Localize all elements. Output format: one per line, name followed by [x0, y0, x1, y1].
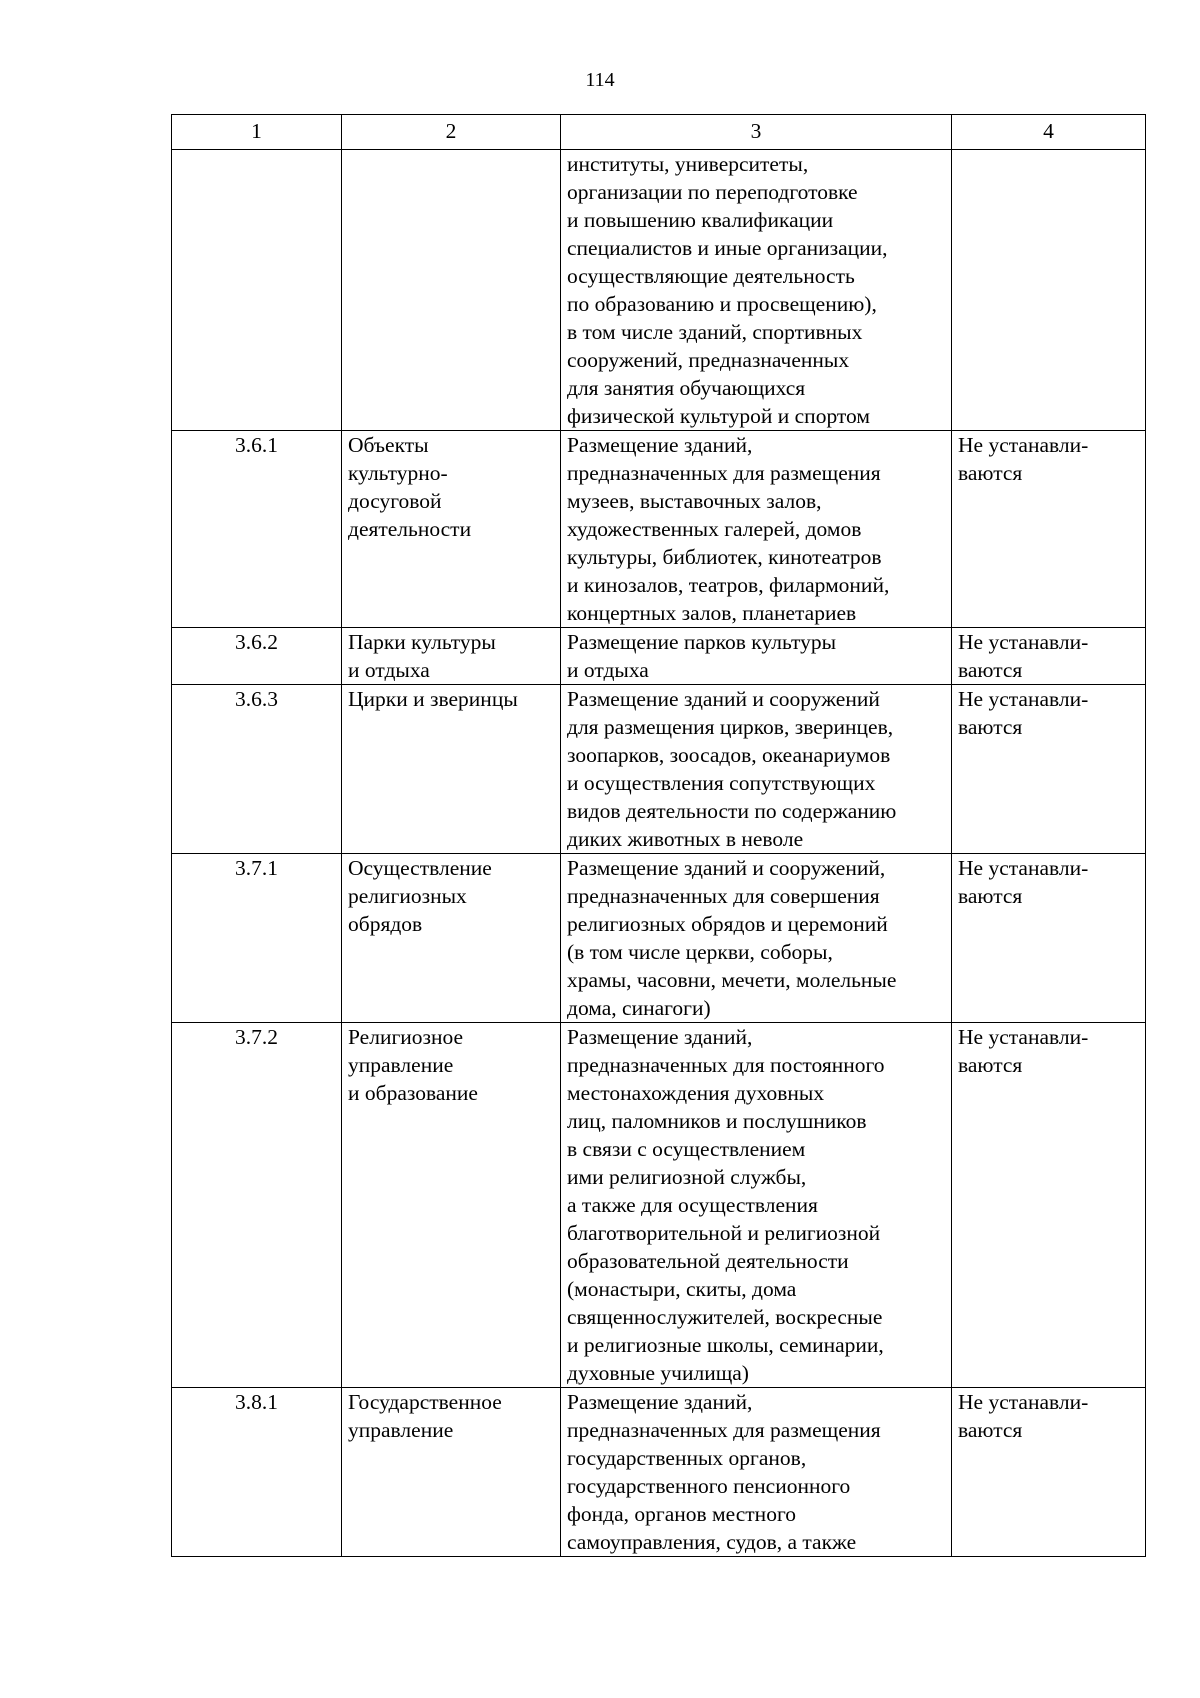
- table-header-row: [172, 115, 1146, 150]
- row-note: Не устанавли- ваются: [952, 628, 1146, 685]
- row-description: Размещение зданий, предназначенных для постоянного местонахождения духовных лиц, паломников и послушников в связи с осуществлением ими религиозной службы, а также для осуществления благотворительной и религиозной образовательной деятельности (монастыри, скиты, дома священнослужителей, воскресные и религиозные школы, семинарии, духовные училища): [561, 1023, 952, 1388]
- row-note: Не устанавли- ваются: [952, 685, 1146, 854]
- table-row: [172, 1388, 1146, 1557]
- column-header: 1: [172, 115, 342, 150]
- row-code: 3.7.2: [172, 1023, 342, 1388]
- table-row: [172, 150, 1146, 431]
- row-description: Размещение зданий, предназначенных для размещения государственных органов, государственного пенсионного фонда, органов местного самоуправления, судов, а также: [561, 1388, 952, 1557]
- table-row: [172, 628, 1146, 685]
- page-number: 114: [585, 69, 615, 91]
- row-name: Парки культуры и отдыха: [342, 628, 561, 685]
- row-note: [952, 150, 1146, 431]
- column-header: 3: [561, 115, 952, 150]
- row-name: Объекты культурно- досуговой деятельности: [342, 431, 561, 628]
- table-row: [172, 854, 1146, 1023]
- table-row: [172, 1023, 1146, 1388]
- row-code: 3.6.1: [172, 431, 342, 628]
- row-code: [172, 150, 342, 431]
- row-description: Размещение зданий, предназначенных для размещения музеев, выставочных залов, художественных галерей, домов культуры, библиотек, кинотеатров и кинозалов, театров, филармоний, концертных залов, планетариев: [561, 431, 952, 628]
- column-header: 2: [342, 115, 561, 150]
- row-note: Не устанавли- ваются: [952, 1388, 1146, 1557]
- row-code: 3.7.1: [172, 854, 342, 1023]
- row-description: Размещение зданий и сооружений, предназначенных для совершения религиозных обрядов и церемоний (в том числе церкви, соборы, храмы, часовни, мечети, молельные дома, синагоги): [561, 854, 952, 1023]
- row-name: Государственное управление: [342, 1388, 561, 1557]
- column-header: 4: [952, 115, 1146, 150]
- land-use-table: [171, 114, 1146, 1557]
- row-description: институты, университеты, организации по переподготовке и повышению квалификации специалистов и иные организации, осуществляющие деятельность по образованию и просвещению), в том числе зданий, спортивных сооружений, предназначенных для занятия обучающихся физической культурой и спортом: [561, 150, 952, 431]
- table-body: [172, 150, 1146, 1557]
- row-name: Религиозное управление и образование: [342, 1023, 561, 1388]
- row-code: 3.6.3: [172, 685, 342, 854]
- row-description: Размещение зданий и сооружений для размещения цирков, зверинцев, зоопарков, зоосадов, океанариумов и осуществления сопутствующих видов деятельности по содержанию диких животных в неволе: [561, 685, 952, 854]
- row-code: 3.6.2: [172, 628, 342, 685]
- row-note: Не устанавли- ваются: [952, 431, 1146, 628]
- table-row: [172, 685, 1146, 854]
- table-row: [172, 431, 1146, 628]
- row-name: Цирки и зверинцы: [342, 685, 561, 854]
- row-note: Не устанавли- ваются: [952, 854, 1146, 1023]
- row-description: Размещение парков культуры и отдыха: [561, 628, 952, 685]
- table-header: [172, 115, 1146, 150]
- row-name: Осуществление религиозных обрядов: [342, 854, 561, 1023]
- row-name: [342, 150, 561, 431]
- row-code: 3.8.1: [172, 1388, 342, 1557]
- row-note: Не устанавли- ваются: [952, 1023, 1146, 1388]
